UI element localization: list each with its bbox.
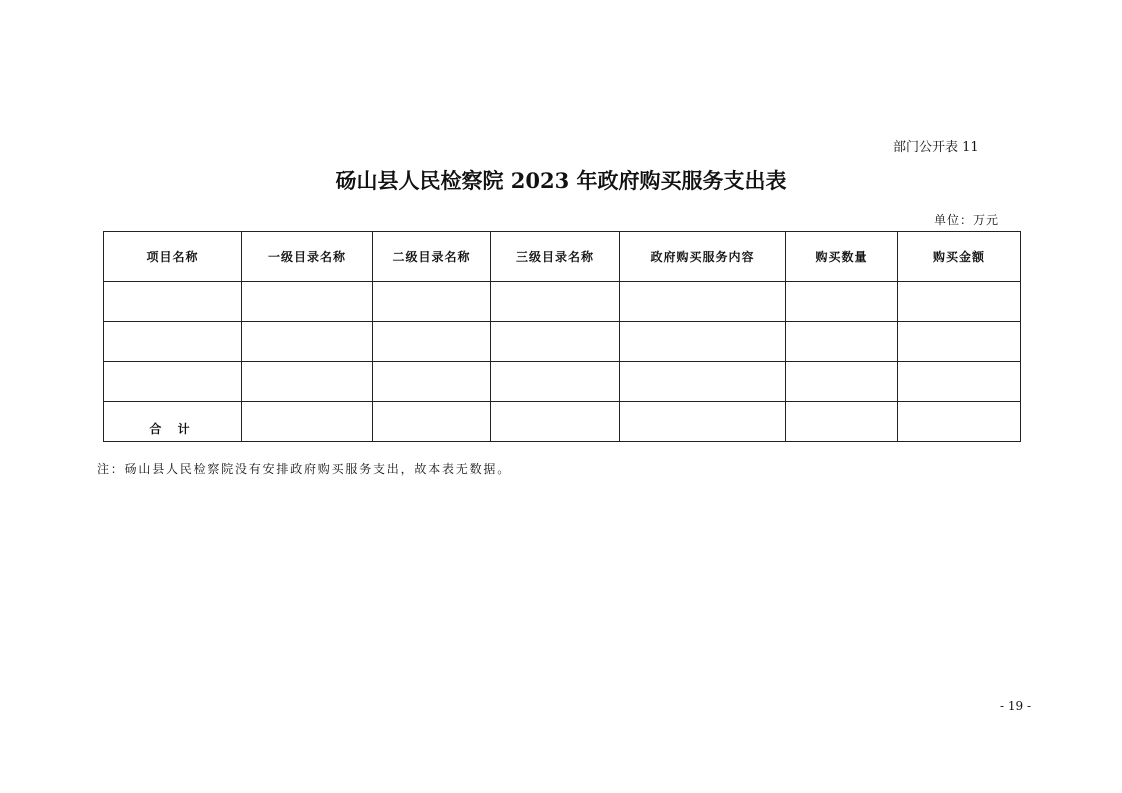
table-cell [786, 322, 898, 362]
table-cell [242, 282, 373, 322]
column-header-amount: 购买金额 [898, 232, 1021, 282]
table-cell [242, 322, 373, 362]
table-cell [491, 362, 620, 402]
table-cell [898, 362, 1021, 402]
column-header-level3-category: 三级目录名称 [491, 232, 620, 282]
table-cell [491, 402, 620, 442]
table-cell [898, 402, 1021, 442]
table-cell [620, 402, 786, 442]
table-header-row [104, 232, 1021, 282]
table-cell [491, 282, 620, 322]
table-cell [898, 322, 1021, 362]
column-header-level1-category: 一级目录名称 [242, 232, 373, 282]
table-cell [620, 282, 786, 322]
column-header-level2-category: 二级目录名称 [373, 232, 491, 282]
table-cell [373, 362, 491, 402]
table-cell [373, 282, 491, 322]
table-row [104, 322, 1021, 362]
table-cell [786, 282, 898, 322]
page-title: 砀山县人民检察院 2023 年政府购买服务支出表 [335, 168, 787, 193]
table-cell [620, 362, 786, 402]
table-cell [786, 362, 898, 402]
table-cell [373, 402, 491, 442]
column-header-service-content: 政府购买服务内容 [620, 232, 786, 282]
page-number: - 19 - [1000, 699, 1032, 713]
table-cell [898, 282, 1021, 322]
table-cell [786, 402, 898, 442]
table-cell [104, 362, 242, 402]
column-header-quantity: 购买数量 [786, 232, 898, 282]
table-cell [242, 402, 373, 442]
table-note: 注：砀山县人民检察院没有安排政府购买服务支出，故本表无数据。 [97, 462, 512, 476]
table-cell [242, 362, 373, 402]
total-label: 合 计 [104, 402, 242, 442]
table-cell [104, 322, 242, 362]
table-cell [373, 322, 491, 362]
table-cell [491, 322, 620, 362]
table-total-row [104, 402, 1021, 442]
table-cell [620, 322, 786, 362]
table-row [104, 362, 1021, 402]
table-cell [104, 282, 242, 322]
table-row [104, 282, 1021, 322]
unit-label: 单位：万元 [934, 213, 1000, 227]
expenditure-table [103, 231, 1021, 442]
document-label: 部门公开表 11 [893, 140, 979, 155]
column-header-project-name: 项目名称 [104, 232, 242, 282]
